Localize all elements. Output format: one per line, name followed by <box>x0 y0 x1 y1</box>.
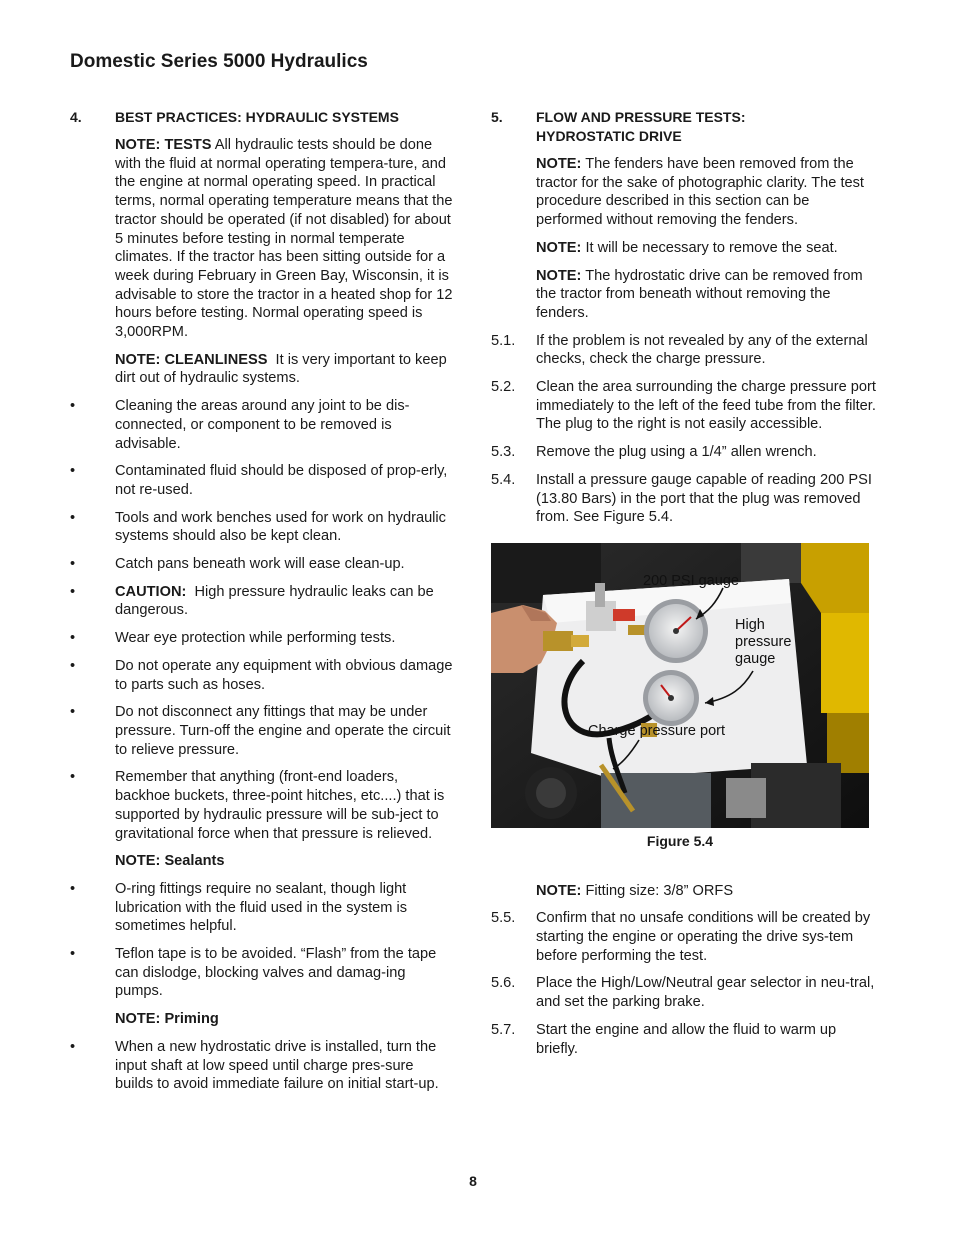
bullet-mark: • <box>70 463 76 480</box>
step-text: Confirm that no unsafe conditions will be created by starting the engine or operating the drive sys-tem before performing the test. <box>536 910 871 964</box>
bullet-mark: • <box>70 509 76 526</box>
list-item-text: Remember that anything (front-end loaders, backhoe buckets, three-point hitches, etc....) that is supported by hydraulic pressure will be sub-ject to gravitational force when that pressure is relieved. <box>115 769 445 842</box>
list-item <box>70 462 455 499</box>
step-number: 5.2. <box>491 379 516 396</box>
list-item <box>70 1038 455 1094</box>
figure-caption: Figure 5.4 <box>646 832 714 849</box>
bullet-mark: • <box>70 1038 76 1055</box>
note-fitting-size <box>536 882 876 901</box>
right-column <box>491 106 876 1067</box>
note-label: NOTE: <box>536 267 582 284</box>
step-number: 5.3. <box>491 444 516 461</box>
section-title: BEST PRACTICES: HYDRAULIC SYSTEMS <box>115 109 399 125</box>
list-item-text: Cleaning the areas around any joint to be dis-connected, or component to be removed is advisable. <box>115 398 410 452</box>
section-5-heading <box>491 108 876 146</box>
list-item-text: Do not operate any equipment with obvious damage to parts such as hoses. <box>115 657 453 693</box>
bullet-mark: • <box>70 657 76 674</box>
list-item <box>70 397 455 453</box>
bullet-mark: • <box>70 556 76 573</box>
section-4-heading <box>70 108 455 127</box>
bullet-mark: • <box>70 880 76 897</box>
caution-label: CAUTION: <box>115 583 187 600</box>
step-text: Clean the area surrounding the charge pressure port immediately to the left of the feed tube from the filter. The plug to the right is not easily accessible. <box>536 379 876 433</box>
step-number: 5.5. <box>491 910 516 927</box>
note-label: NOTE: TESTS <box>115 137 212 153</box>
note-text: It will be necessary to remove the seat. <box>585 239 838 256</box>
note-removal <box>536 267 876 323</box>
step-text: If the problem is not revealed by any of the external checks, check the charge pressure. <box>536 332 868 368</box>
page-title: Domestic Series 5000 Hydraulics <box>70 51 368 72</box>
step-number: 5.4. <box>491 471 516 488</box>
figure-label-charge-pressure-port: Charge pressure port <box>588 722 726 739</box>
figure-label-high-pressure-gauge: High pressure gauge <box>735 616 792 667</box>
note-sealants <box>115 852 455 871</box>
bullet-list-general <box>70 397 455 843</box>
list-item <box>70 768 455 843</box>
section-title-line-2: HYDROSTATIC DRIVE <box>536 128 682 144</box>
bullet-mark: • <box>70 630 76 647</box>
note-seat <box>536 239 876 258</box>
step-item <box>491 443 876 462</box>
step-item <box>491 1021 876 1058</box>
note-fenders <box>536 155 876 230</box>
figure-photo <box>491 543 869 828</box>
note-label: NOTE: Sealants <box>115 853 225 870</box>
list-item-text: Teflon tape is to be avoided. “Flash” from the tape can dislodge, blocking valves and damag-ing pumps. <box>115 946 437 1000</box>
figure-label-psi-gauge: 200 PSI gauge <box>643 572 739 589</box>
step-number: 5.6. <box>491 975 516 992</box>
note-text: Fitting size: 3/8” ORFS <box>585 882 734 899</box>
bullet-mark: • <box>70 398 76 415</box>
bullet-mark: • <box>70 704 76 721</box>
bullet-mark: • <box>70 583 76 600</box>
bullet-mark: • <box>70 946 76 963</box>
note-text: The fenders have been removed from the tractor for the sake of photographic clarity. The test procedure described in this section can be performed without removing the fenders. <box>536 156 864 229</box>
list-item-text: Catch pans beneath work will ease clean-up. <box>115 556 405 573</box>
note-text: It is very important to keep dirt out of hydraulic systems. <box>115 351 447 387</box>
step-item <box>491 909 876 965</box>
step-item <box>491 332 876 369</box>
list-item <box>70 703 455 759</box>
page-number: 8 <box>469 1173 477 1189</box>
note-text: The hydrostatic drive can be removed from the tractor from beneath without removing the fenders. <box>536 267 863 321</box>
step-text: Start the engine and allow the fluid to warm up briefly. <box>536 1021 837 1057</box>
list-item-text: Contaminated fluid should be disposed of prop-erly, not re-used. <box>115 463 448 498</box>
list-item-text: Tools and work benches used for work on hydraulic systems should also be kept clean. <box>115 509 446 545</box>
list-item-text: When a new hydrostatic drive is installed, turn the input shaft at low speed until charge pres-sure builds to avoid immediate failure on initial start-up. <box>115 1038 439 1093</box>
section-number: 4. <box>70 109 82 125</box>
note-cleanliness <box>115 351 455 388</box>
list-item <box>70 629 455 648</box>
list-item <box>70 945 455 1001</box>
section-title-line-1: FLOW AND PRESSURE TESTS: <box>536 109 746 125</box>
step-number: 5.7. <box>491 1021 516 1038</box>
step-item <box>491 378 876 434</box>
note-label: NOTE: <box>536 882 582 899</box>
note-label: NOTE: CLEANLINESS <box>115 351 268 368</box>
list-item <box>70 657 455 694</box>
note-priming <box>115 1010 455 1029</box>
step-text: Install a pressure gauge capable of reading 200 PSI (13.80 Bars) in the port that the plug was removed from. See Figure 5.4. <box>536 471 872 526</box>
step-item <box>491 974 876 1011</box>
list-item <box>70 880 455 936</box>
left-column <box>70 106 455 1103</box>
list-item-text: Do not disconnect any fittings that may be under pressure. Turn-off the engine and operate the circuit to relieve pressure. <box>115 704 451 758</box>
note-text: All hydraulic tests should be done with the fluid at normal operating tempera-ture, and the engine at normal operating speed. In practical terms, normal operating temperature means that the tractor should be operated (if not disabled) for about 5 minutes before testing in normal temperate climates. If the tractor has been sitting outside for a week during February in Green Bay, Wisconsin, it is advisable to store the tractor in a heated shop for 12 hours before testing. Normal operating speed is 3,000RPM. <box>115 137 453 341</box>
note-label: NOTE: <box>536 156 582 172</box>
note-label: NOTE: <box>536 239 582 256</box>
note-tests <box>115 136 455 342</box>
list-item-text: O-ring fittings require no sealant, though light lubrication with the fluid used in the system is sometimes helpful. <box>115 880 408 935</box>
step-number: 5.1. <box>491 332 516 349</box>
note-label: NOTE: Priming <box>115 1011 219 1028</box>
caution-text: High pressure hydraulic leaks can be dangerous. <box>115 583 434 619</box>
step-text: Place the High/Low/Neutral gear selector in neu-tral, and set the parking brake. <box>536 975 875 1011</box>
list-item-text: Wear eye protection while performing tests. <box>115 630 396 647</box>
section-number: 5. <box>491 109 503 125</box>
bullet-mark: • <box>70 769 76 786</box>
list-item <box>70 555 455 574</box>
list-item <box>70 509 455 546</box>
list-item-caution <box>70 583 455 620</box>
step-item <box>491 471 876 527</box>
step-text: Remove the plug using a 1/4” allen wrench. <box>536 444 817 461</box>
